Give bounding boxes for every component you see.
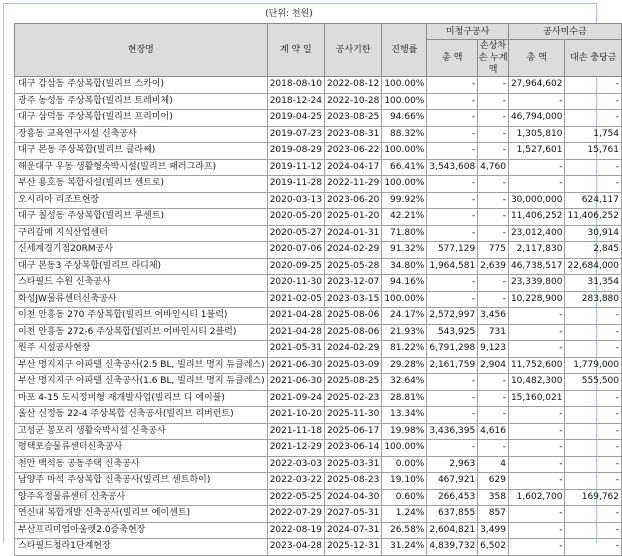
cell-site-name: 이천 안흥동 270 주상복합(빌리브 어바인시티 1블럭) (15, 308, 268, 325)
cell-allowance: - (565, 539, 622, 556)
cell-impairment: - (478, 440, 509, 457)
cell-progress: 28.81% (382, 390, 427, 407)
cell-deadline: 2025-02-23 (325, 390, 382, 407)
cell-contract-date: 2020-11-30 (267, 275, 324, 292)
cell-impairment: - (478, 407, 509, 424)
cell-receivable-total: 10,228,900 (508, 291, 565, 308)
cell-receivable-total: 23,339,800 (508, 275, 565, 292)
cell-receivable-total: 46,738,517 (508, 258, 565, 275)
cell-receivable-total: 1,602,700 (508, 489, 565, 506)
cell-unbilled-total: - (427, 110, 478, 127)
cell-impairment: 6,502 (478, 539, 509, 556)
header-receivable-total: 총 액 (508, 40, 565, 77)
table-row (15, 390, 622, 407)
cell-unbilled-total: - (427, 143, 478, 160)
cell-impairment: 629 (478, 473, 509, 490)
cell-impairment: - (478, 77, 509, 94)
cell-allowance: 1,754 (565, 126, 622, 143)
header-receivable-group: 공사미수금 (508, 24, 621, 40)
cell-contract-date: 2019-04-25 (267, 110, 324, 127)
cell-receivable-total: 46,794,000 (508, 110, 565, 127)
cell-site-name: 고성군 봉포리 생활숙박시설 신축공사 (15, 423, 268, 440)
cell-impairment: 4,760 (478, 159, 509, 176)
cell-allowance: - (565, 324, 622, 341)
cell-progress: 71.80% (382, 225, 427, 242)
cell-site-name: 남양주 마석 주상복합 신축공사(빌리브 센트하이) (15, 473, 268, 490)
cell-allowance: - (565, 341, 622, 358)
cell-receivable-total: - (508, 440, 565, 457)
cell-contract-date: 2023-04-28 (267, 539, 324, 556)
cell-progress: 13.34% (382, 407, 427, 424)
cell-impairment: - (478, 176, 509, 193)
cell-allowance: 2,845 (565, 242, 622, 259)
cell-deadline: 2022-10-28 (325, 93, 382, 110)
cell-receivable-total: - (508, 176, 565, 193)
cell-unbilled-total: 266,453 (427, 489, 478, 506)
cell-progress: 29.28% (382, 357, 427, 374)
cell-progress: 34.80% (382, 258, 427, 275)
cell-progress: 66.41% (382, 159, 427, 176)
cell-receivable-total: - (508, 456, 565, 473)
cell-allowance: 555,500 (565, 374, 622, 391)
cell-progress: 0.00% (382, 456, 427, 473)
header-contract-date: 계 약 일 (267, 24, 324, 77)
table-row (15, 357, 622, 374)
cell-unbilled-total: 1,964,581 (427, 258, 478, 275)
cell-impairment: - (478, 192, 509, 209)
cell-contract-date: 2019-11-28 (267, 176, 324, 193)
cell-impairment: 3,499 (478, 522, 509, 539)
cell-deadline: 2025-06-17 (325, 423, 382, 440)
cell-allowance: 1,779,000 (565, 357, 622, 374)
cell-site-name: 부산 명지지구 아파텔 신축공사(1.6 BL, 빌리브 명지 듀클레스) (15, 374, 268, 391)
cell-receivable-total: - (508, 407, 565, 424)
cell-receivable-total: 11,406,252 (508, 209, 565, 226)
cell-site-name: 대구 삼덕동 주상복합(빌리브 프리미어) (15, 110, 268, 127)
cell-contract-date: 2020-07-06 (267, 242, 324, 259)
cell-unbilled-total: - (427, 93, 478, 110)
cell-unbilled-total: 637,855 (427, 506, 478, 523)
cell-unbilled-total: 577,129 (427, 242, 478, 259)
table-row (15, 225, 622, 242)
cell-unbilled-total: 3,543,608 (427, 159, 478, 176)
cell-progress: 99.92% (382, 192, 427, 209)
cell-impairment: 3,456 (478, 308, 509, 325)
table-row (15, 374, 622, 391)
cell-deadline: 2024-01-31 (325, 225, 382, 242)
cell-contract-date: 2021-06-30 (267, 374, 324, 391)
cell-unbilled-total: - (427, 77, 478, 94)
cell-unbilled-total: 2,604,821 (427, 522, 478, 539)
cell-unbilled-total: - (427, 407, 478, 424)
cell-deadline: 2024-02-29 (325, 242, 382, 259)
cell-unbilled-total: - (427, 176, 478, 193)
cell-site-name: 연신내 복합개발 신축공사(빌리브 에이센트) (15, 506, 268, 523)
cell-site-name: 울산 신정동 22-4 주상복합 신축공사(빌리브 리버런트) (15, 407, 268, 424)
construction-contracts-table (14, 23, 622, 556)
cell-site-name: 부산프리미엄아울렛2.0증축현장 (15, 522, 268, 539)
cell-progress: 100.00% (382, 93, 427, 110)
cell-contract-date: 2021-11-18 (267, 423, 324, 440)
cell-unbilled-total: - (427, 225, 478, 242)
cell-deadline: 2024-07-31 (325, 522, 382, 539)
cell-deadline: 2025-01-20 (325, 209, 382, 226)
cell-progress: 100.00% (382, 176, 427, 193)
cell-receivable-total: 11,752,600 (508, 357, 565, 374)
cell-progress: 88.32% (382, 126, 427, 143)
cell-receivable-total: - (508, 324, 565, 341)
table-body (15, 77, 622, 556)
cell-receivable-total: - (508, 473, 565, 490)
cell-impairment: - (478, 110, 509, 127)
cell-allowance: - (565, 308, 622, 325)
cell-receivable-total: 30,000,000 (508, 192, 565, 209)
cell-impairment: 2,639 (478, 258, 509, 275)
cell-contract-date: 2019-07-23 (267, 126, 324, 143)
cell-progress: 81.22% (382, 341, 427, 358)
cell-progress: 1.24% (382, 506, 427, 523)
cell-contract-date: 2021-04-28 (267, 308, 324, 325)
cell-site-name: 부산 명지지구 아파텔 신축공사(2.5 BL, 빌리브 명지 듀클레스) (15, 357, 268, 374)
cell-deadline: 2024-04-17 (325, 159, 382, 176)
cell-deadline: 2025-03-09 (325, 357, 382, 374)
cell-receivable-total: 10,482,300 (508, 374, 565, 391)
cell-unbilled-total: - (427, 390, 478, 407)
cell-allowance: - (565, 407, 622, 424)
cell-impairment: - (478, 291, 509, 308)
cell-allowance: - (565, 423, 622, 440)
cell-contract-date: 2022-07-29 (267, 506, 324, 523)
cell-progress: 94.16% (382, 275, 427, 292)
cell-contract-date: 2022-05-25 (267, 489, 324, 506)
cell-impairment: - (478, 93, 509, 110)
table-row (15, 275, 622, 292)
cell-site-name: 대구 칠성동 주상복합(빌리브 루센트) (15, 209, 268, 226)
table-row (15, 506, 622, 523)
cell-receivable-total: - (508, 159, 565, 176)
cell-site-name: 천안 백석동 공동주택 신축공사 (15, 456, 268, 473)
table-row (15, 209, 622, 226)
cell-allowance: - (565, 506, 622, 523)
table-row (15, 456, 622, 473)
cell-allowance: - (565, 159, 622, 176)
cell-allowance: 624,117 (565, 192, 622, 209)
cell-receivable-total: - (508, 93, 565, 110)
cell-site-name: 해운대구 우동 생활형숙박시설(빌리브 패러그라프) (15, 159, 268, 176)
cell-contract-date: 2021-12-29 (267, 440, 324, 457)
table-row (15, 242, 622, 259)
cell-allowance: - (565, 176, 622, 193)
cell-progress: 19.10% (382, 473, 427, 490)
table-row (15, 110, 622, 127)
cell-contract-date: 2022-03-03 (267, 456, 324, 473)
cell-deadline: 2024-04-30 (325, 489, 382, 506)
cell-unbilled-total: - (427, 126, 478, 143)
cell-impairment: 4,616 (478, 423, 509, 440)
cell-contract-date: 2019-11-12 (267, 159, 324, 176)
cell-contract-date: 2021-10-20 (267, 407, 324, 424)
cell-impairment: 857 (478, 506, 509, 523)
header-allowance: 대손 충당금 (565, 40, 622, 77)
table-row (15, 77, 622, 94)
cell-deadline: 2024-02-29 (325, 341, 382, 358)
cell-allowance: - (565, 440, 622, 457)
cell-impairment: - (478, 209, 509, 226)
cell-unbilled-total: - (427, 440, 478, 457)
table-row (15, 522, 622, 539)
cell-progress: 100.00% (382, 291, 427, 308)
cell-deadline: 2022-11-29 (325, 176, 382, 193)
cell-impairment: - (478, 275, 509, 292)
cell-contract-date: 2020-05-27 (267, 225, 324, 242)
cell-unbilled-total: 2,572,997 (427, 308, 478, 325)
cell-impairment: 731 (478, 324, 509, 341)
cell-progress: 100.00% (382, 143, 427, 160)
cell-progress: 19.98% (382, 423, 427, 440)
header-progress: 진행률 (382, 24, 427, 77)
cell-impairment: - (478, 374, 509, 391)
cell-deadline: 2025-05-28 (325, 258, 382, 275)
cell-unbilled-total: 3,436,395 (427, 423, 478, 440)
table-row (15, 341, 622, 358)
cell-allowance: - (565, 456, 622, 473)
table-row (15, 308, 622, 325)
cell-progress: 0.60% (382, 489, 427, 506)
header-unbilled-group: 미청구공사 (427, 24, 509, 40)
cell-unbilled-total: 467,921 (427, 473, 478, 490)
cell-deadline: 2027-05-31 (325, 506, 382, 523)
cell-site-name: 스타필드 수원 신축공사 (15, 275, 268, 292)
cell-allowance: 15,761 (565, 143, 622, 160)
table-row (15, 291, 622, 308)
cell-site-name: 신세계경기점20RM공사 (15, 242, 268, 259)
cell-unbilled-total: - (427, 291, 478, 308)
cell-impairment: - (478, 225, 509, 242)
cell-deadline: 2025-08-25 (325, 374, 382, 391)
table-row (15, 489, 622, 506)
cell-site-name: 평택포승물류센터신축공사 (15, 440, 268, 457)
cell-unbilled-total: - (427, 192, 478, 209)
table-row (15, 159, 622, 176)
header-deadline: 공사기한 (325, 24, 382, 77)
cell-contract-date: 2021-02-05 (267, 291, 324, 308)
cell-allowance: - (565, 522, 622, 539)
table-row (15, 143, 622, 160)
cell-receivable-total: 1,305,810 (508, 126, 565, 143)
cell-receivable-total: - (508, 506, 565, 523)
cell-contract-date: 2022-08-19 (267, 522, 324, 539)
cell-receivable-total: - (508, 539, 565, 556)
cell-unbilled-total: 4,839,732 (427, 539, 478, 556)
table-row (15, 126, 622, 143)
cell-progress: 100.00% (382, 440, 427, 457)
cell-deadline: 2023-12-07 (325, 275, 382, 292)
cell-unbilled-total: 2,161,759 (427, 357, 478, 374)
table-row (15, 407, 622, 424)
cell-allowance: 31,354 (565, 275, 622, 292)
cell-deadline: 2023-06-22 (325, 143, 382, 160)
cell-deadline: 2025-08-06 (325, 308, 382, 325)
cell-site-name: 양주옥정물류센터 신축공사 (15, 489, 268, 506)
cell-site-name: 원주 시설공사현장 (15, 341, 268, 358)
cell-contract-date: 2021-05-31 (267, 341, 324, 358)
cell-contract-date: 2019-08-29 (267, 143, 324, 160)
cell-impairment: 358 (478, 489, 509, 506)
cell-allowance: - (565, 77, 622, 94)
cell-deadline: 2023-03-15 (325, 291, 382, 308)
cell-site-name: 광주 농성동 주상복합(빌리브 트레비체) (15, 93, 268, 110)
cell-progress: 31.24% (382, 539, 427, 556)
cell-allowance: 22,684,000 (565, 258, 622, 275)
cell-contract-date: 2021-04-28 (267, 324, 324, 341)
cell-receivable-total: 15,160,021 (508, 390, 565, 407)
cell-deadline: 2025-08-23 (325, 473, 382, 490)
cell-deadline: 2023-06-20 (325, 192, 382, 209)
cell-impairment: 4 (478, 456, 509, 473)
cell-unbilled-total: - (427, 209, 478, 226)
cell-contract-date: 2018-12-24 (267, 93, 324, 110)
cell-contract-date: 2018-08-10 (267, 77, 324, 94)
cell-deadline: 2025-11-30 (325, 407, 382, 424)
cell-unbilled-total: 2,963 (427, 456, 478, 473)
cell-progress: 26.58% (382, 522, 427, 539)
cell-site-name: 이천 안흥동 272-6 주상복합(빌리브 어바인시티 2블럭) (15, 324, 268, 341)
cell-site-name: 부산 용호동 복합시설(빌리브 센트로) (15, 176, 268, 193)
cell-receivable-total: 1,527,601 (508, 143, 565, 160)
cell-contract-date: 2022-03-22 (267, 473, 324, 490)
cell-deadline: 2022-08-12 (325, 77, 382, 94)
table-row (15, 176, 622, 193)
cell-deadline: 2025-12-31 (325, 539, 382, 556)
cell-unbilled-total: 6,791,298 (427, 341, 478, 358)
cell-progress: 21.93% (382, 324, 427, 341)
cell-allowance: 283,880 (565, 291, 622, 308)
cell-progress: 32.64% (382, 374, 427, 391)
cell-receivable-total: 27,964,602 (508, 77, 565, 94)
table-row (15, 539, 622, 556)
cell-progress: 100.00% (382, 77, 427, 94)
cell-receivable-total: - (508, 423, 565, 440)
cell-site-name: 스타필드청라1단계현장 (15, 539, 268, 556)
cell-deadline: 2023-08-25 (325, 110, 382, 127)
cell-allowance: - (565, 93, 622, 110)
cell-contract-date: 2020-05-20 (267, 209, 324, 226)
cell-receivable-total: - (508, 522, 565, 539)
cell-unbilled-total: - (427, 374, 478, 391)
cell-contract-date: 2021-06-30 (267, 357, 324, 374)
table-row (15, 324, 622, 341)
cell-contract-date: 2020-09-25 (267, 258, 324, 275)
cell-deadline: 2025-03-31 (325, 456, 382, 473)
cell-site-name: 대구 감삼동 주상복합(빌리브 스카이) (15, 77, 268, 94)
cell-allowance: - (565, 110, 622, 127)
cell-contract-date: 2020-03-13 (267, 192, 324, 209)
header-impairment: 손상차손 누계액 (478, 41, 508, 75)
cell-receivable-total: 2,117,830 (508, 242, 565, 259)
cell-progress: 94.66% (382, 110, 427, 127)
cell-allowance: 11,406,252 (565, 209, 622, 226)
cell-allowance: - (565, 473, 622, 490)
cell-allowance: 169,762 (565, 489, 622, 506)
cell-receivable-total: - (508, 341, 565, 358)
cell-site-name: 오시리아 리조트현장 (15, 192, 268, 209)
cell-impairment: 775 (478, 242, 509, 259)
table-row (15, 93, 622, 110)
cell-receivable-total: - (508, 308, 565, 325)
table-row (15, 473, 622, 490)
cell-site-name: 마포 4-15 도시정비형 재개발사업(빌리브 디 에이블) (15, 390, 268, 407)
cell-site-name: 장흥동 교육연구시설 신축공사 (15, 126, 268, 143)
cell-allowance: 30,914 (565, 225, 622, 242)
cell-progress: 91.32% (382, 242, 427, 259)
cell-allowance: - (565, 390, 622, 407)
cell-deadline: 2025-08-06 (325, 324, 382, 341)
cell-impairment: - (478, 390, 509, 407)
cell-site-name: 대구 본동 주상복합(빌리브 클라쎄) (15, 143, 268, 160)
cell-progress: 24.17% (382, 308, 427, 325)
cell-deadline: 2023-06-14 (325, 440, 382, 457)
cell-site-name: 구리갈매 지식산업센터 (15, 225, 268, 242)
header-unbilled-total: 총 액 (427, 40, 478, 77)
cell-impairment: 2,904 (478, 357, 509, 374)
header-site: 현장명 (15, 24, 268, 77)
cell-contract-date: 2021-09-24 (267, 390, 324, 407)
table-row (15, 440, 622, 457)
cell-receivable-total: 23,012,400 (508, 225, 565, 242)
cell-impairment: 9,123 (478, 341, 509, 358)
cell-impairment: - (478, 143, 509, 160)
table-row (15, 258, 622, 275)
cell-deadline: 2023-08-31 (325, 126, 382, 143)
table-row (15, 192, 622, 209)
cell-site-name: 대구 본동3 주상복합(빌리브 라디체) (15, 258, 268, 275)
unit-label: (단위: 천원) (265, 9, 313, 19)
cell-site-name: 화성JW물류센터신축공사 (15, 291, 268, 308)
table-row (15, 423, 622, 440)
cell-impairment: - (478, 126, 509, 143)
cell-unbilled-total: - (427, 275, 478, 292)
cell-unbilled-total: 543,925 (427, 324, 478, 341)
cell-progress: 42.21% (382, 209, 427, 226)
